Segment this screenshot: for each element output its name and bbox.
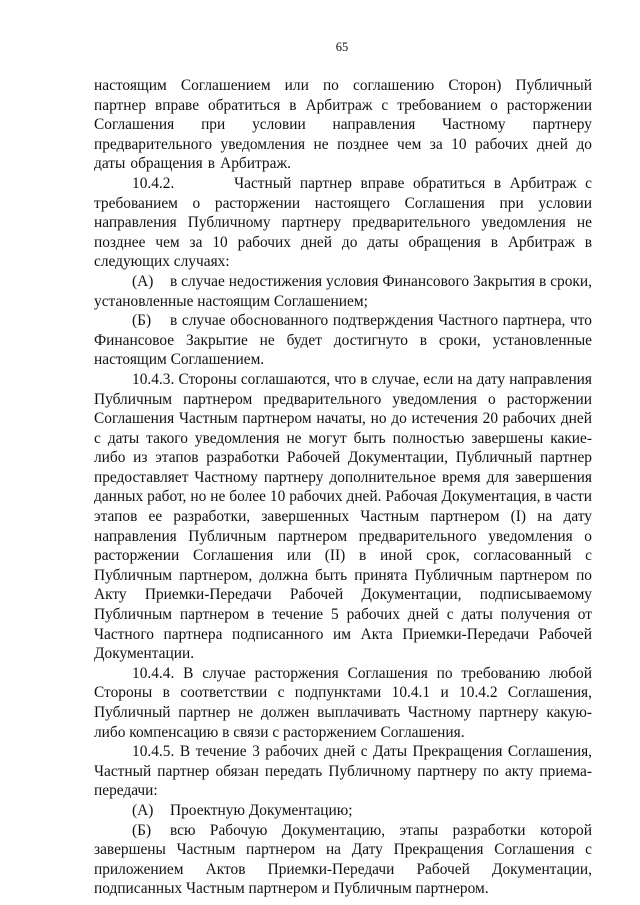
list-item-a [94, 801, 592, 821]
list-item-text: в случае недостижения условия Финансового Закрытия в сроки, установленные настоящим Соглашением; [94, 272, 592, 310]
clause-10-4-5: 10.4.5. В течение 3 рабочих дней с Даты Прекращения Соглашения, Частный партнер обязан передать Публичному партнеру по акту приема-передачи: [94, 743, 592, 800]
list-marker: (А) [132, 272, 154, 290]
list-marker: (Б) [132, 312, 152, 330]
clause-10-4-2: 10.4.2. Частный партнер вправе обратиться в Арбитраж с требованием о расторжении настоящего Соглашения при условии направления Публичному партнеру предварительного уведомления не позднее чем за 10 рабочих дней до даты обращения в Арбитраж в следующих случаях: [94, 174, 592, 271]
list-item-text: Проектную Документацию; [170, 801, 353, 819]
clause-10-4-4: 10.4.4. В случае расторжения Соглашения по требованию любой Стороны в соответствии с подпунктами 10.4.1 и 10.4.2 Соглашения, Публичный партнер не должен выплачивать Частному партнеру какую-либо компенсацию в связи с расторжением Соглашения. [94, 664, 592, 741]
list-item-b [94, 821, 592, 899]
list-item-text: в случае обоснованного подтверждения Частного партнера, что Финансовое Закрытие не будет достигнуто в сроки, установленные настоящим Соглашением. [94, 312, 592, 369]
list-marker: (А) [132, 801, 154, 819]
page-number: 65 [335, 40, 349, 54]
paragraph-continuation: настоящим Соглашением или по соглашению Сторон) Публичный партнер вправе обратиться в Арбитраж с требованием о расторжении Соглашения при условии направления Частному партнеру предварительного уведомления не позднее чем за 10 рабочих дней до даты обращения в Арбитраж. [94, 77, 592, 173]
list-item-a [94, 272, 592, 311]
list-marker: (Б) [132, 821, 152, 839]
list-item-text: всю Рабочую Документацию, этапы разработки которой завершены Частным партнером на Дату Прекращения Соглашения с приложением Актов Приемки-Передачи Рабочей Документации, подписанных Частным партнером и Публичным партнером. [94, 821, 592, 898]
document-body [94, 76, 592, 899]
clause-10-4-3: 10.4.3. Стороны соглашаются, что в случае, если на дату направления Публичным партнером предварительного уведомления о расторжении Соглашения Частным партнером начаты, но до истечения 20 рабочих дней с даты такого уведомления не могут быть полностью завершены какие-либо из этапов разработки Рабочей Документации, Публичный партнер предоставляет Частному партнеру дополнительное время для завершения данных работ, но не более 10 рабочих дней. Рабочая Документация, в части этапов ее разработки, завершенных Частным партнером (I) на дату направления Публичным партнером предварительного уведомления о расторжении Соглашения или (II) в иной срок, согласованный с Публичным партнером, должна быть принята Публичным партнером по Акту Приемки-Передачи Рабочей Документации, подписываемому Публичным партнером в течение 5 рабочих дней с даты получения от Частного партнера подписанного им Акта Приемки-Передачи Рабочей Документации. [94, 370, 592, 663]
list-item-b [94, 311, 592, 370]
